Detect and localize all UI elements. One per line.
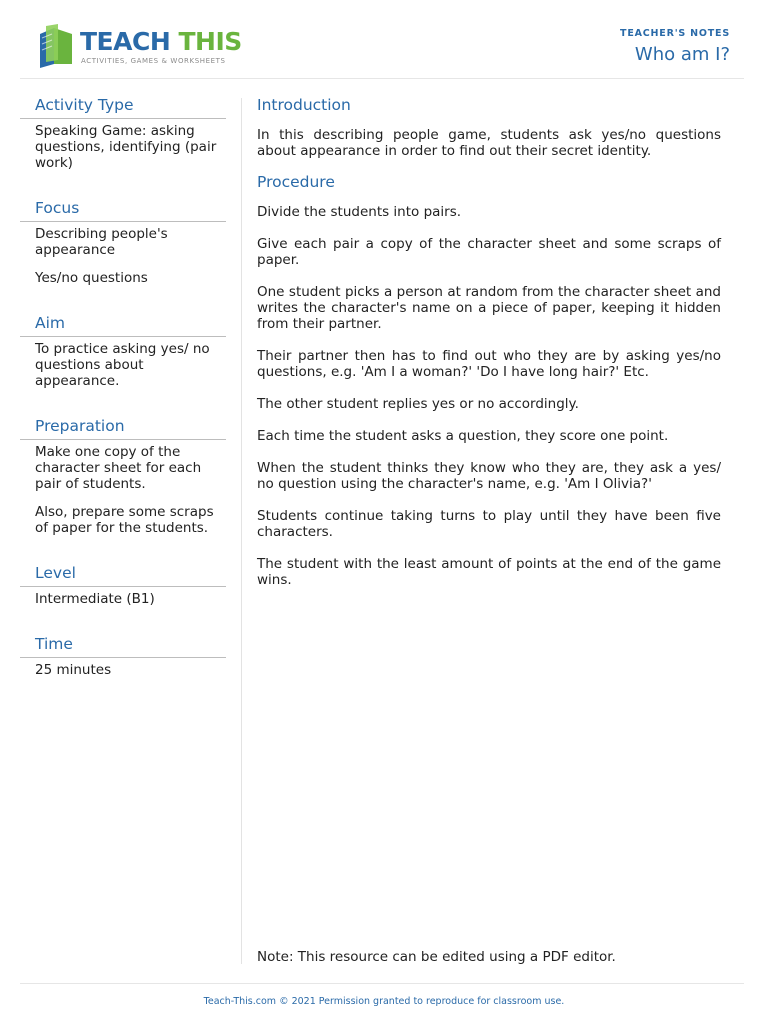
level-section (20, 562, 226, 607)
procedure-step: Students continue taking turns to play until they have been five characters. (257, 508, 721, 540)
preparation-item: Also, prepare some scraps of paper for the students. (35, 504, 214, 536)
preparation-heading: Preparation (20, 415, 226, 440)
procedure-step: The student with the least amount of points at the end of the game wins. (257, 556, 721, 588)
column-divider (241, 98, 242, 964)
main-content (257, 94, 721, 604)
activity-type-heading: Activity Type (20, 94, 226, 119)
focus-heading: Focus (20, 197, 226, 222)
aim-section (20, 312, 226, 389)
procedure-step: Give each pair a copy of the character sheet and some scraps of paper. (257, 236, 721, 268)
teachers-notes-label: TEACHER'S NOTES (620, 28, 730, 39)
procedure-step: Each time the student asks a question, they score one point. (257, 428, 669, 444)
procedure-heading: Procedure (257, 173, 335, 191)
footer-copyright: Teach-This.com © 2021 Permission granted to reproduce for classroom use. (203, 996, 565, 1007)
page-title: Who am I? (634, 44, 730, 65)
procedure-step: One student picks a person at random from the character sheet and writes the character's name on a piece of paper, keeping it hidden from their partner. (257, 284, 721, 332)
logo-word-teach: TEACH (80, 27, 171, 56)
procedure-step: Their partner then has to find out who they are by asking yes/no questions, e.g. 'Am I a woman?' 'Do I have long hair?' Etc. (257, 348, 721, 380)
time-heading: Time (20, 633, 226, 658)
level-text: Intermediate (B1) (35, 591, 155, 607)
teach-this-logo[interactable] (36, 24, 256, 70)
focus-section (20, 197, 226, 286)
level-heading: Level (20, 562, 226, 587)
preparation-item: Make one copy of the character sheet for each pair of students. (35, 444, 202, 492)
aim-heading: Aim (20, 312, 226, 337)
focus-item: Yes/no questions (35, 270, 148, 286)
time-section (20, 633, 226, 678)
time-text: 25 minutes (35, 662, 112, 678)
logo-word-this: THIS (178, 27, 242, 56)
logo-wordmark (80, 28, 242, 56)
footer-divider (20, 983, 744, 984)
activity-type-text: Speaking Game: asking questions, identifying (pair work) (35, 123, 217, 171)
sidebar (20, 94, 226, 704)
procedure-step: When the student thinks they know who they are, they ask a yes/ no question using the character's name, e.g. 'Am I Olivia?' (257, 460, 721, 492)
introduction-text: In this describing people game, students ask yes/no questions about appearance in order to find out their secret identity. (257, 127, 721, 159)
procedure-step: Divide the students into pairs. (257, 204, 462, 220)
introduction-heading: Introduction (257, 96, 351, 114)
logo-tagline: ACTIVITIES, GAMES & WORKSHEETS (81, 57, 226, 65)
activity-type-section (20, 94, 226, 171)
focus-item: Describing people's appearance (35, 226, 168, 258)
pdf-editor-note: Note: This resource can be edited using a PDF editor. (257, 949, 616, 965)
book-icon (36, 24, 76, 68)
procedure-step: The other student replies yes or no accordingly. (257, 396, 579, 412)
page-header (20, 0, 744, 79)
aim-text: To practice asking yes/ no questions about appearance. (35, 341, 210, 389)
preparation-section (20, 415, 226, 536)
